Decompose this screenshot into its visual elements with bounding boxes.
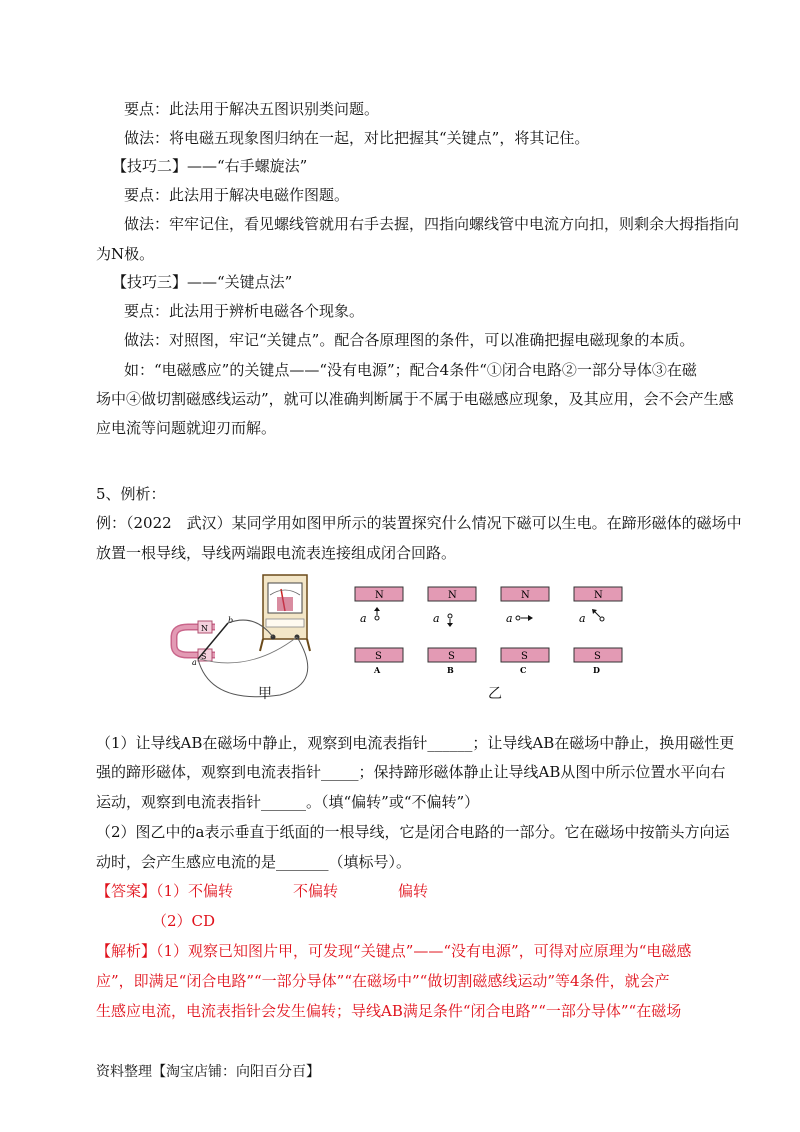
question-1: 强的蹄形磁体，观察到电流表指针_____；保持蹄形磁体静止让导线AB从图中所示位置水平向右	[96, 763, 726, 781]
setup-label-b: b	[228, 616, 234, 625]
svg-text:N: N	[594, 590, 603, 601]
page-footer: 资料整理【淘宝店铺：向阳百分百】	[96, 1064, 320, 1080]
svg-text:S: S	[448, 651, 455, 662]
paragraph: 要点：此法用于解决五图识别类问题。	[124, 100, 380, 118]
question-stem: 放置一根导线，导线两端跟电流表连接组成闭合回路。	[96, 544, 457, 562]
svg-text:a: a	[579, 612, 586, 625]
svg-text:S: S	[521, 651, 528, 662]
question-2: （2）图乙中的a表示垂直于纸面的一根导线，它是闭合电路的一部分。它在磁场中按箭头方向运	[96, 823, 730, 841]
panel-c	[501, 587, 549, 675]
svg-text:B: B	[447, 665, 454, 675]
section-title: 5、例析：	[96, 485, 166, 503]
svg-text:S: S	[375, 651, 382, 662]
paragraph: 为N极。	[96, 245, 155, 263]
panel-d	[574, 587, 622, 675]
answer-line: （2）CD	[152, 912, 216, 930]
panel-a	[355, 587, 403, 675]
paragraph: 如：“电磁感应”的关键点——“没有电源”；配合4条件“①闭合电路②一部分导体③在磁	[124, 361, 697, 379]
setup-label-n: N	[201, 624, 208, 633]
question-stem: 例：（2022 武汉）某同学用如图甲所示的装置探究什么情况下磁可以生电。在蹄形磁体的磁场中	[96, 514, 742, 532]
svg-text:A: A	[374, 665, 381, 675]
paragraph: 场中④做切割磁感线运动”，就可以准确判断属于不属于电磁感应现象，及其应用，会不会产生感	[96, 390, 734, 408]
analysis-line: 应”，即满足“闭合电路”“一部分导体”“在磁场中”“做切割磁感线运动”等4条件，就会产	[96, 972, 670, 990]
paragraph: 要点：此法用于辨析电磁各个现象。	[124, 302, 365, 320]
svg-text:a: a	[360, 612, 367, 625]
paragraph: 做法：牢牢记住，看见螺线管就用右手去握，四指向螺线管中电流方向扣，则剩余大拇指指向	[124, 215, 740, 233]
svg-text:N: N	[521, 590, 530, 601]
paragraph: 做法：对照图，牢记“关键点”。配合各原理图的条件，可以准确把握电磁现象的本质。	[124, 331, 695, 349]
analysis-line: 【解析】（1）观察已知图片甲，可发现“关键点”——“没有电源”，可得对应原理为“电磁感	[96, 942, 692, 960]
figure-panels	[350, 585, 640, 675]
panel-b	[428, 587, 476, 675]
svg-text:C: C	[520, 665, 527, 675]
svg-text:S: S	[594, 651, 601, 662]
figure-label-jia: 甲	[258, 686, 272, 702]
paragraph: 应电流等问题就迎刃而解。	[96, 419, 277, 437]
setup-label-s: S	[201, 652, 207, 661]
question-1: （1）让导线AB在磁场中静止，观察到电流表指针______；让导线AB在磁场中静止，换用磁性更	[96, 734, 735, 752]
svg-text:D: D	[593, 665, 600, 675]
svg-text:a: a	[433, 612, 440, 625]
figure-label-yi: 乙	[488, 686, 502, 702]
heading-tip-3: 【技巧三】——“关键点法”	[112, 273, 293, 291]
svg-text:N: N	[448, 590, 457, 601]
figure-setup	[160, 573, 330, 713]
question-1: 运动，观察到电流表指针______。（填“偏转”或“不偏转”）	[96, 793, 480, 811]
paragraph: 做法：将电磁五现象图归纳在一起，对比把握其“关键点”，将其记住。	[124, 129, 590, 147]
paragraph: 要点：此法用于解决电磁作图题。	[124, 186, 350, 204]
question-2: 动时，会产生感应电流的是_______（填标号）。	[96, 853, 412, 871]
heading-tip-2: 【技巧二】——“右手螺旋法”	[112, 157, 308, 175]
setup-label-a: a	[192, 658, 197, 667]
analysis-line: 生感应电流，电流表指针会发生偏转；导线AB满足条件“闭合电路”“一部分导体”“在磁场	[96, 1002, 682, 1020]
svg-text:a: a	[506, 612, 513, 625]
svg-text:N: N	[375, 590, 384, 601]
answer-line: 【答案】（1）不偏转 不偏转 偏转	[96, 882, 429, 900]
